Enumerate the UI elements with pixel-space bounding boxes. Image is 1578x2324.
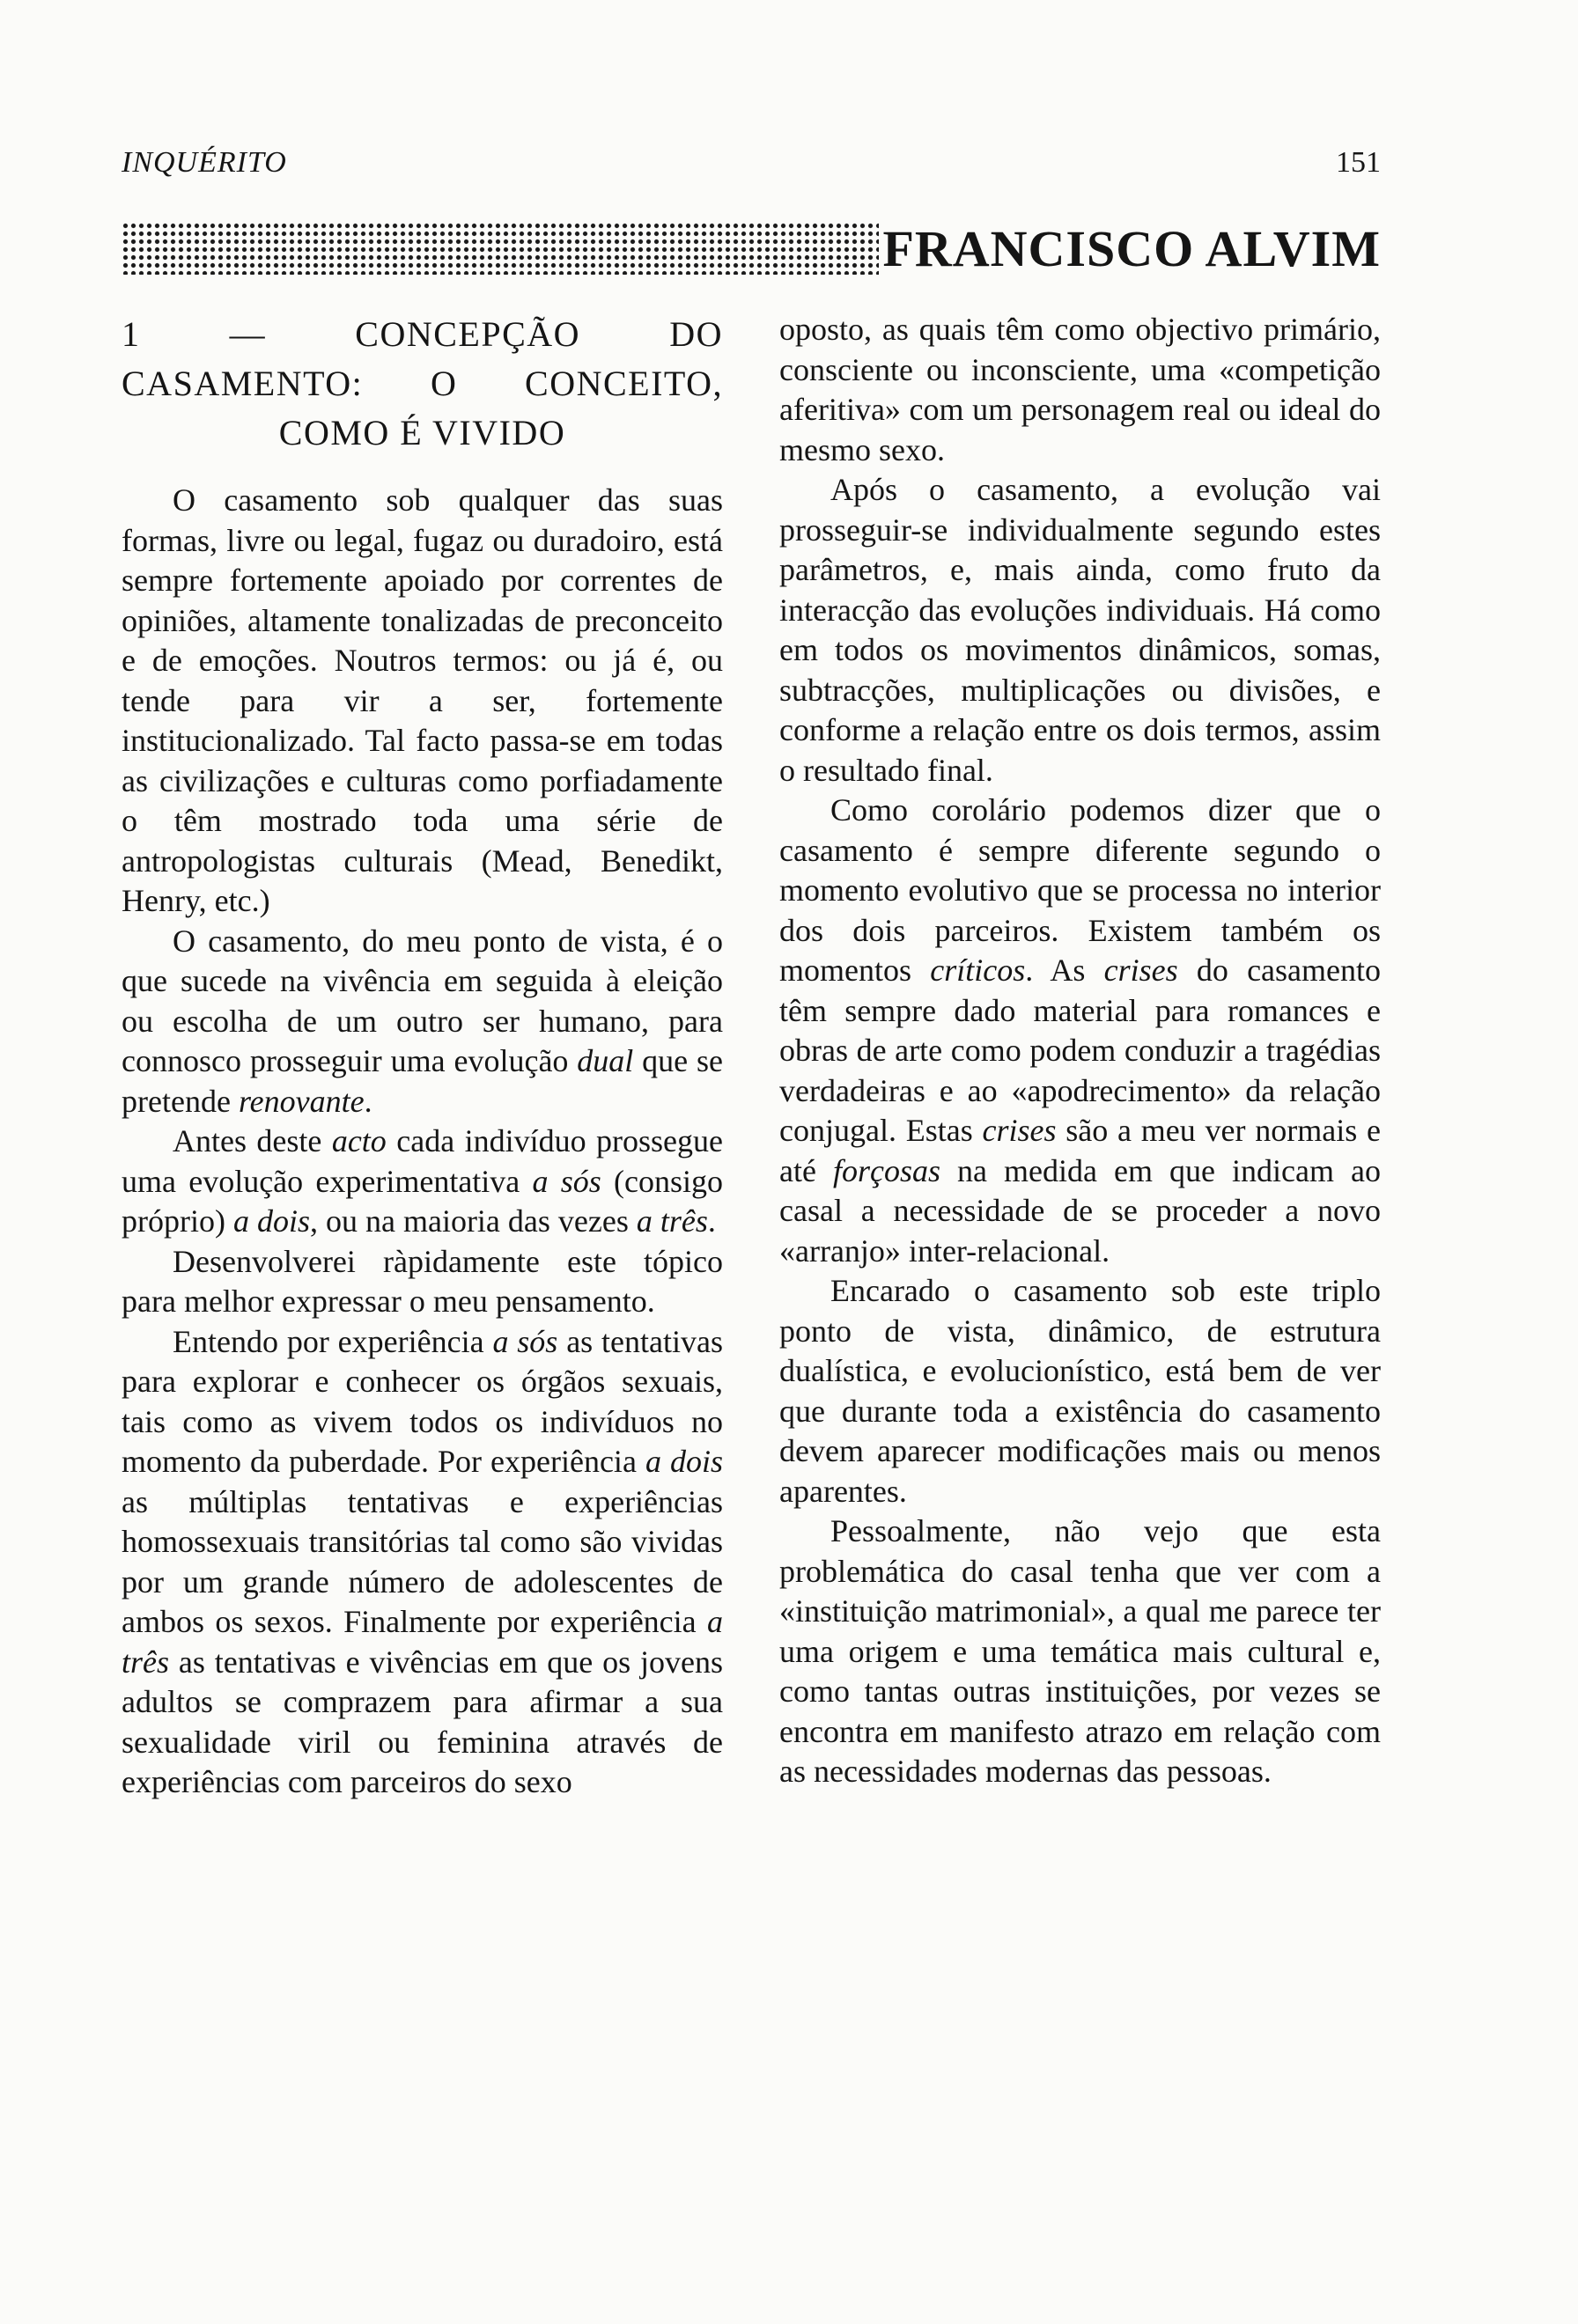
page-number: 151 (1336, 146, 1381, 179)
paragraph: Entendo por experiência a sós as tentativas para explorar e conhecer os órgãos sexuais, tais como as vivem todos os indivíduos no momento da puberdade. Por experiência a dois as múltiplas tentativas e experiências homossexuais transitórias tal como são vividas por um grande número de adolescentes de ambos os sexos. Finalmente por experiência a três as tentativas e vivências em que os jovens adultos se comprazem para afirmar a sua sexualidade viril ou feminina através de experiências com parceiros do sexo (122, 1323, 723, 1799)
paragraph: Antes deste acto cada indivíduo prossegue uma evolução experimentativa a sós (consigo próprio) a dois, ou na maioria das vezes a três. (122, 1123, 724, 1239)
running-head-section: INQUÉRITO (122, 146, 287, 179)
author-name: FRANCISCO ALVIM (882, 220, 1381, 277)
right-column (779, 310, 1381, 1792)
paragraph: Desenvolverei ràpidamente este tópico para melhor expressar o meu pensamento. (122, 1243, 723, 1319)
left-column (122, 310, 723, 1803)
dotted-ornament-bar (122, 222, 879, 275)
paragraph-continued: oposto, as quais têm como objectivo primário, consciente ou inconsciente, uma «competição aferitiva» com um personagem real ou ideal do mesmo sexo. (779, 312, 1381, 467)
paragraph: Após o casamento, a evolução vai prosseguir-se individualmente segundo estes parâmetros, e, mais ainda, como fruto da interacção das evoluções individuais. Há como em todos os movimentos dinâmicos, somas, subtracções, multiplicações ou divisões, e conforme a relação entre os dois termos, assim o resultado final. (779, 472, 1381, 788)
paragraph: O casamento, do meu ponto de vista, é o que sucede na vivência em seguida à eleição ou escolha de um outro ser humano, para connosco prosseguir uma evolução dual que se pretende renovante. (122, 923, 723, 1119)
paragraph: O casamento sob qualquer das suas formas, livre ou legal, fugaz ou duradoiro, está sempre fortemente apoiado por correntes de opiniões, altamente tonalizadas de preconceito e de emoções. Noutros termos: ou já é, ou tende para vir a ser, fortemente institucionalizado. Tal facto passa-se em todas as civilizações e culturas como porfiadamente o têm mostrado toda uma série de antropologistas culturais (Mead, Benedikt, Henry, etc.) (122, 482, 723, 918)
running-head (122, 141, 1381, 185)
paragraph: Como corolário podemos dizer que o casamento é sempre diferente segundo o momento evolutivo que se processa no interior dos dois parceiros. Existem também os momentos críticos. As crises do casamento têm sempre dado material para romances e obras de arte como podem conduzir a tragédias verdadeiras e ao «apodrecimento» da relação conjugal. Estas crises são a meu ver normais e até forçosas na medida em que indicam ao casal a necessidade de se proceder a novo «arranjo» inter-relacional. (779, 792, 1382, 1269)
paragraph: Pessoalmente, não vejo que esta problemática do casal tenha que ver com a «instituição matrimonial», a qual me parece ter uma origem e uma temática mais cultural e, como tantas outras instituições, por vezes se encontra em manifesto atrazo em relação com as necessidades modernas das pessoas. (779, 1513, 1381, 1789)
paragraph: Encarado o casamento sob este triplo ponto de vista, dinâmico, de estrutura dualística, e evolucionístico, está bem de ver que durante toda a existência do casamento devem aparecer modificações mais ou menos aparentes. (779, 1273, 1381, 1509)
section-heading: 1 — CONCEPÇÃO DO CASAMENTO: O CONCEITO, COMO É VIVIDO (122, 314, 723, 452)
